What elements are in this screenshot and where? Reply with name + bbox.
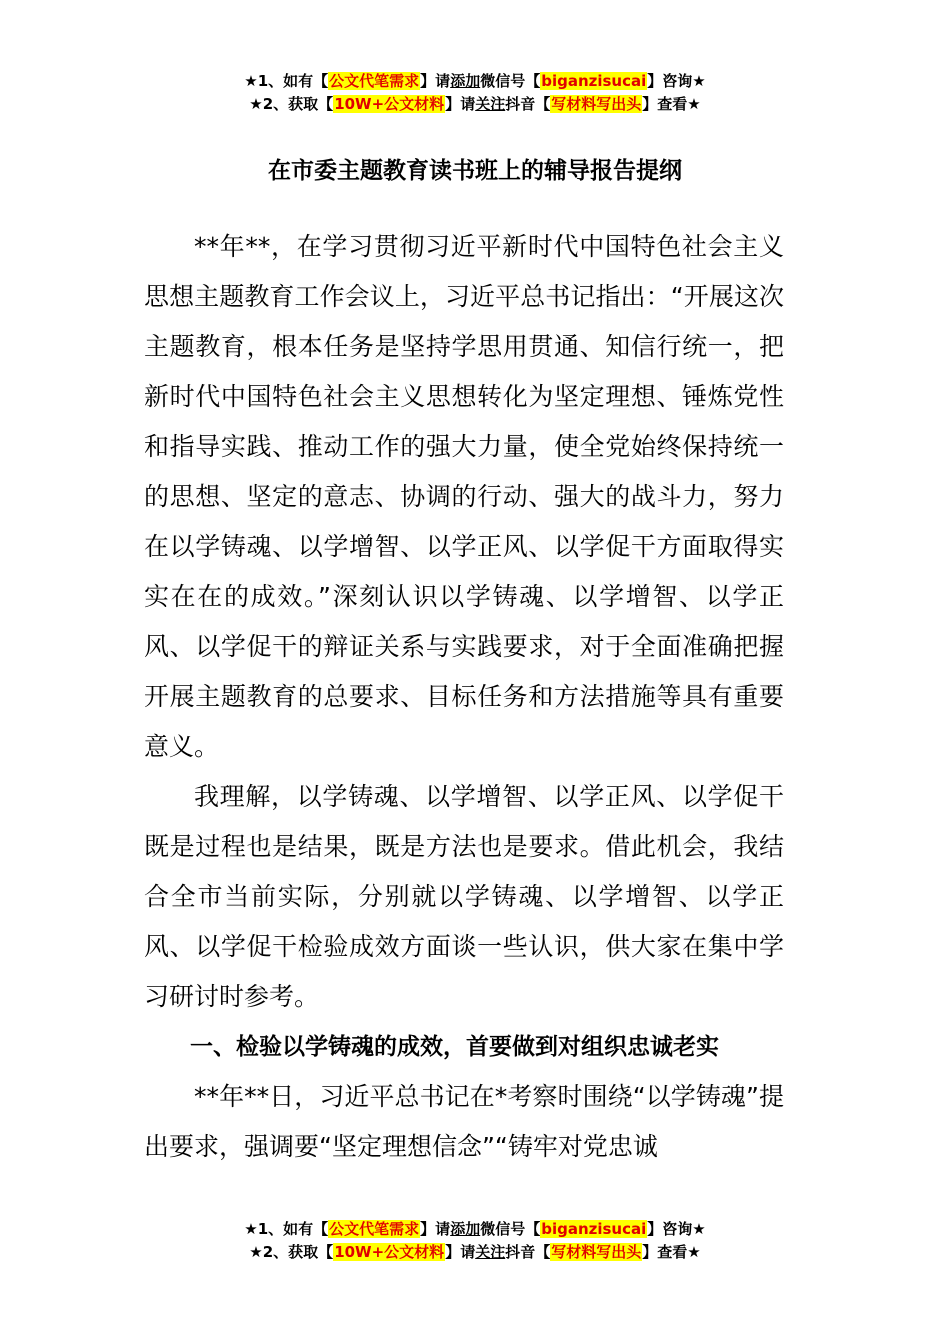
banner-text: 】请 [445, 95, 476, 113]
banner-text: ★1、如有【 [244, 1220, 329, 1238]
banner-line-2 [0, 93, 950, 116]
banner-text: 微信号【 [480, 1220, 541, 1238]
banner-text: 】咨询★ [647, 72, 706, 90]
banner-text: 微信号【 [480, 72, 541, 90]
banner-underlined-text: 关注 [475, 95, 506, 113]
section-heading: 一、检验以学铸魂的成效，首要做到对组织忠诚老实 [190, 1034, 719, 1060]
body-paragraph: **年**，在学习贯彻习近平新时代中国特色社会主义思想主题教育工作会议上，习近平总书记指出：“开展这次主题教育，根本任务是坚持学思用贯通、知信行统一，把新时代中国特色社会主义思想转化为坚定理想、锤炼党性和指导实践、推动工作的强大力量，使全党始终保持统一的思想、坚定的意志、协调的行动、强大的战斗力，努力在以学铸魂、以学增智、以学正风、以学促干方面取得实实在在的成效。”深刻认识以学铸魂、以学增智、以学正风、以学促干的辩证关系与实践要求，对于全面准确把握开展主题教育的总要求、目标任务和方法措施等具有重要意义。 [144, 232, 784, 761]
banner-text: ★2、获取【 [249, 95, 334, 113]
banner-line-1 [0, 70, 950, 93]
banner-text: 】查看★ [642, 1243, 701, 1261]
banner-text: 抖音【 [505, 1243, 551, 1261]
banner-underlined-text: 关注 [475, 1243, 506, 1261]
banner-text: 】请 [420, 72, 451, 90]
banner-highlight: biganzisucai [541, 72, 647, 90]
banner-line-1 [0, 1218, 950, 1241]
banner-text: 】请 [445, 1243, 476, 1261]
top-banner [0, 70, 950, 116]
document-body [144, 222, 784, 1172]
banner-text: 】查看★ [642, 95, 701, 113]
banner-highlight: 写材料写出头 [551, 1243, 642, 1261]
body-paragraph: **年**日，习近平总书记在*考察时围绕“以学铸魂”提出要求，强调要“坚定理想信念”“铸牢对党忠诚 [144, 1082, 784, 1161]
banner-highlight: 10W+公文材料 [334, 95, 445, 113]
banner-text: ★1、如有【 [244, 72, 329, 90]
banner-text: 】咨询★ [647, 1220, 706, 1238]
banner-line-2 [0, 1241, 950, 1264]
banner-highlight: 公文代笔需求 [329, 72, 420, 90]
bottom-banner [0, 1218, 950, 1264]
banner-highlight: biganzisucai [541, 1220, 647, 1238]
banner-underlined-text: 添加 [450, 1220, 481, 1238]
banner-text: ★2、获取【 [249, 1243, 334, 1261]
body-paragraph: 我理解，以学铸魂、以学增智、以学正风、以学促干既是过程也是结果，既是方法也是要求。借此机会，我结合全市当前实际，分别就以学铸魂、以学增智、以学正风、以学促干检验成效方面谈一些认识，供大家在集中学习研讨时参考。 [144, 782, 784, 1011]
banner-highlight: 公文代笔需求 [329, 1220, 420, 1238]
document-title: 在市委主题教育读书班上的辅导报告提纲 [268, 158, 682, 184]
banner-highlight: 10W+公文材料 [334, 1243, 445, 1261]
banner-text: 抖音【 [505, 95, 551, 113]
banner-highlight: 写材料写出头 [551, 95, 642, 113]
banner-text: 】请 [420, 1220, 451, 1238]
banner-underlined-text: 添加 [450, 72, 481, 90]
